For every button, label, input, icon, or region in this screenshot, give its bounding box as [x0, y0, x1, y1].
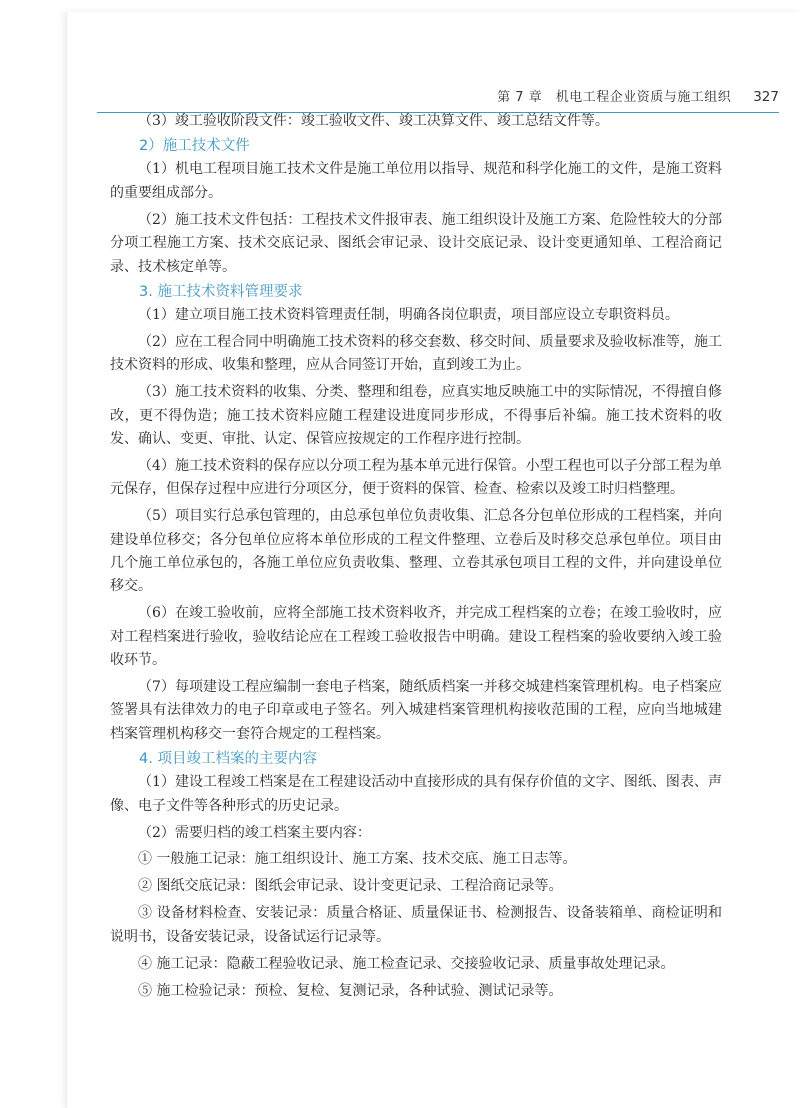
page-number: 327 — [753, 89, 779, 105]
list-item: ④ 施工记录：隐蔽工程验收记录、施工检查记录、交接验收记录、质量事故处理记录。 — [138, 955, 675, 972]
paragraph: （7）每项建设工程应编制一套电子档案，随纸质档案一并移交城建档案管理机构。电子档案应签署具有法律效力的电子印章或电子签名。列入城建档案管理机构接收范围的工程，应向当地城建档案管理机构移交一套符合规定的工程档案。 — [110, 679, 722, 742]
paragraph: （6）在竣工验收前，应将全部施工技术资料收齐，并完成工程档案的立卷；在竣工验收时，应对工程档案进行验收，验收结论应在工程竣工验收报告中明确。建设工程档案的验收要纳入竣工验收环节。 — [110, 605, 722, 669]
paragraph: （2）施工技术文件包括：工程技术文件报审表、施工组织设计及施工方案、危险性较大的分部分项工程施工方案、技术交底记录、图纸会审记录、设计交底记录、设计变更通知单、工程洽商记录、技术核定单等。 — [110, 211, 722, 275]
section-heading: 2）施工技术文件 — [139, 138, 250, 155]
list-item: ② 图纸交底记录：图纸会审记录、设计变更记录、工程洽商记录等。 — [138, 878, 563, 895]
paragraph: （3）施工技术资料的收集、分类、整理和组卷，应真实地反映施工中的实际情况，不得擅自修改，更不得伪造；施工技术资料应随工程建设进度同步形成，不得事后补编。施工技术资料的收发、确认、变更、审批、认定、保管应按规定的工作程序进行控制。 — [110, 384, 722, 447]
section-heading: 4. 项目竣工档案的主要内容 — [139, 751, 317, 768]
paragraph: （1）建立项目施工技术资料管理责任制，明确各岗位职责，项目部应设立专职资料员。 — [138, 306, 679, 323]
list-item: ① 一般施工记录：施工组织设计、施工方案、技术交底、施工日志等。 — [138, 851, 577, 868]
section-heading: 3. 施工技术资料管理要求 — [139, 283, 303, 300]
list-item: ⑤ 施工检验记录：预检、复检、复测记录，各种试验、测试记录等。 — [138, 982, 563, 999]
paragraph: （3）竣工验收阶段文件：竣工验收文件、竣工决算文件、竣工总结文件等。 — [138, 113, 609, 129]
paragraph: （1）建设工程竣工档案是在工程建设活动中直接形成的具有保存价值的文字、图纸、图表、声像、电子文件等各种形式的历史记录。 — [110, 774, 722, 814]
page-body — [110, 110, 722, 1003]
paragraph: （4）施工技术资料的保存应以分项工程为基本单元进行保管。小型工程也可以子分部工程为单元保存，但保存过程中应进行分项区分，便于资料的保管、检查、检索以及竣工时归档整理。 — [110, 457, 722, 498]
paragraph: （2）应在工程合同中明确施工技术资料的移交套数、移交时间、质量要求及验收标准等，施工技术资料的形成、收集和整理，应从合同签订开始，直到竣工为止。 — [110, 333, 722, 374]
paragraph: （5）项目实行总承包管理的，由总承包单位负责收集、汇总各分包单位形成的工程档案，并向建设单位移交；各分包单位应将本单位形成的工程文件整理、立卷后及时移交总承包单位。项目由几个施工单位承包的，各施工单位应负责收集、整理、立卷其承包项目工程的文件，并向建设单位移交。 — [110, 508, 722, 595]
paragraph: （2）需要归档的竣工档案主要内容： — [138, 824, 371, 841]
paragraph: （1）机电工程项目施工技术文件是施工单位用以指导、规范和科学化施工的文件，是施工资料的重要组成部分。 — [110, 161, 722, 201]
list-item: ③ 设备材料检查、安装记录：质量合格证、质量保证书、检测报告、设备装箱单、商检证明和说明书，设备安装记录，设备试运行记录等。 — [110, 905, 722, 945]
chapter-title: 第 7 章 机电工程企业资质与施工组织 — [497, 90, 732, 105]
